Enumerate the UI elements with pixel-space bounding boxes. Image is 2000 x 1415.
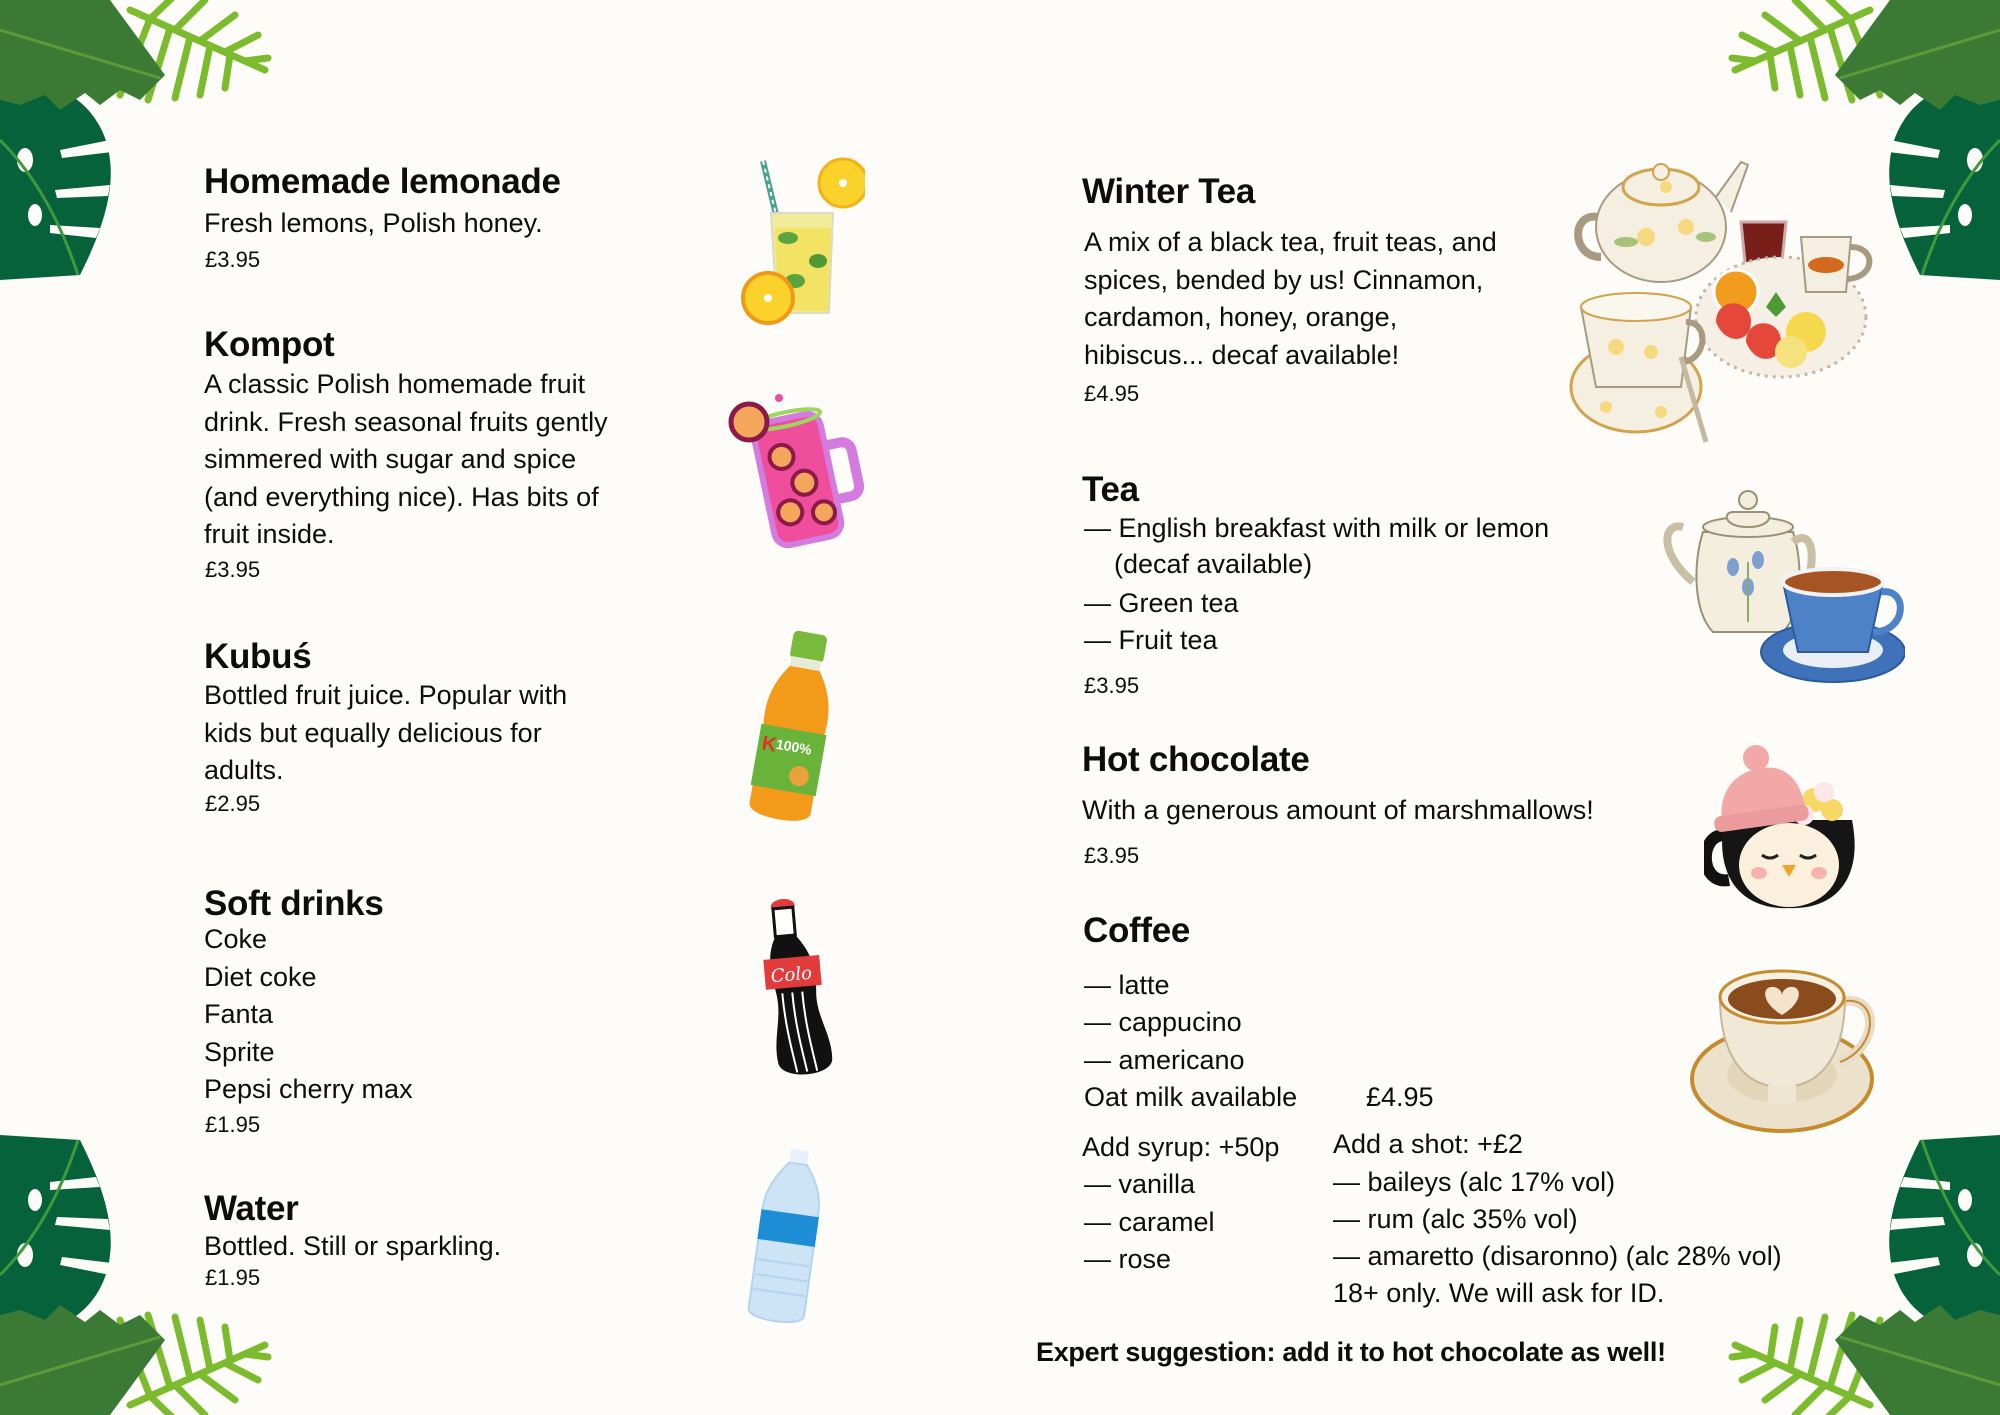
soft-drinks-list: [204, 921, 413, 1109]
description-line: drink. Fresh seasonal fruits gently: [204, 406, 608, 437]
item-title: Soft drinks: [204, 884, 384, 923]
shot-heading: Add a shot: +£2: [1333, 1129, 1523, 1159]
description-line: spices, bended by us! Cinnamon,: [1084, 264, 1484, 295]
item-price: £3.95: [205, 557, 261, 582]
item-title: Kubuś: [204, 637, 312, 676]
expert-suggestion: Expert suggestion: add it to hot chocolate as well!: [1036, 1337, 1666, 1367]
list-item: — rose: [1084, 1244, 1172, 1274]
bottle-label-text: Colo: [769, 962, 813, 988]
penguin-mug-icon: [1704, 740, 1868, 912]
list-item: — americano: [1084, 1045, 1245, 1075]
list-item: Diet coke: [204, 961, 317, 992]
item-price: £4.95: [1084, 381, 1140, 406]
list-item: — amaretto (disaronno) (alc 28% vol): [1333, 1241, 1782, 1271]
item-description: [1084, 224, 1497, 374]
svg-text:100%: 100%: [774, 735, 813, 758]
teapot-and-cup-icon: [1653, 482, 1905, 694]
list-item: — baileys (alc 17% vol): [1333, 1167, 1616, 1197]
cola-bottle-icon: [758, 897, 838, 1081]
list-item: — vanilla: [1084, 1169, 1196, 1199]
syrup-heading: Add syrup: +50p: [1082, 1132, 1280, 1162]
item-title: Kompot: [204, 325, 335, 364]
lemonade-glass-icon: [733, 153, 865, 328]
item-price: £1.95: [205, 1112, 261, 1137]
list-item: Coke: [204, 924, 268, 954]
item-title: Hot chocolate: [1082, 740, 1310, 779]
list-item: — rum (alc 35% vol): [1333, 1204, 1578, 1234]
item-description: [204, 366, 608, 554]
item-title: Winter Tea: [1082, 172, 1256, 211]
item-title: Water: [204, 1189, 299, 1228]
winter-tea-set-icon: [1566, 157, 1881, 447]
item-price: £3.95: [1084, 843, 1140, 868]
description-line: simmered with sugar and spice: [204, 444, 577, 474]
oat-milk-note: Oat milk available: [1084, 1082, 1298, 1112]
bottle-label-text: K: [760, 732, 779, 757]
water-bottle-icon: [745, 1143, 829, 1329]
description-line: hibiscus... decaf available!: [1084, 339, 1400, 370]
item-description: With a generous amount of marshmallows!: [1082, 795, 1594, 825]
item-description: [204, 677, 567, 790]
list-item-continuation: (decaf available): [1114, 549, 1313, 579]
list-item: — latte: [1084, 970, 1170, 1000]
list-item: — English breakfast with milk or lemon: [1084, 513, 1550, 543]
description-line: adults.: [204, 755, 284, 785]
list-item: Sprite: [204, 1036, 275, 1067]
list-item: — Fruit tea: [1084, 625, 1218, 655]
item-title: Homemade lemonade: [204, 162, 561, 201]
list-item: — caramel: [1084, 1207, 1215, 1237]
description-line: Bottled fruit juice. Popular with: [204, 680, 568, 710]
juice-bottle-icon: [745, 629, 837, 829]
list-item: Fanta: [204, 999, 274, 1029]
coffee-cup-icon: [1690, 967, 1882, 1135]
item-price: £1.95: [205, 1265, 261, 1290]
item-price: £4.95: [1366, 1082, 1434, 1112]
description-line: kids but equally delicious for: [204, 717, 542, 748]
description-line: fruit inside.: [204, 519, 335, 549]
kompot-jar-icon: [727, 392, 867, 552]
item-price: £2.95: [205, 791, 261, 816]
description-line: (and everything nice). Has bits of: [204, 481, 599, 512]
list-item: — Green tea: [1084, 588, 1239, 618]
age-restriction-note: 18+ only. We will ask for ID.: [1333, 1278, 1665, 1308]
item-title: Tea: [1082, 470, 1139, 509]
list-item: — cappucino: [1084, 1007, 1242, 1037]
description-line: A classic Polish homemade fruit: [204, 369, 586, 399]
item-description: Fresh lemons, Polish honey.: [204, 208, 543, 238]
item-price: £3.95: [1084, 673, 1140, 698]
list-item: Pepsi cherry max: [204, 1074, 413, 1104]
description-line: A mix of a black tea, fruit teas, and: [1084, 227, 1497, 257]
item-description: Bottled. Still or sparkling.: [204, 1231, 502, 1261]
item-title: Coffee: [1083, 911, 1191, 950]
description-line: cardamon, honey, orange,: [1084, 302, 1398, 332]
item-price: £3.95: [205, 247, 261, 272]
